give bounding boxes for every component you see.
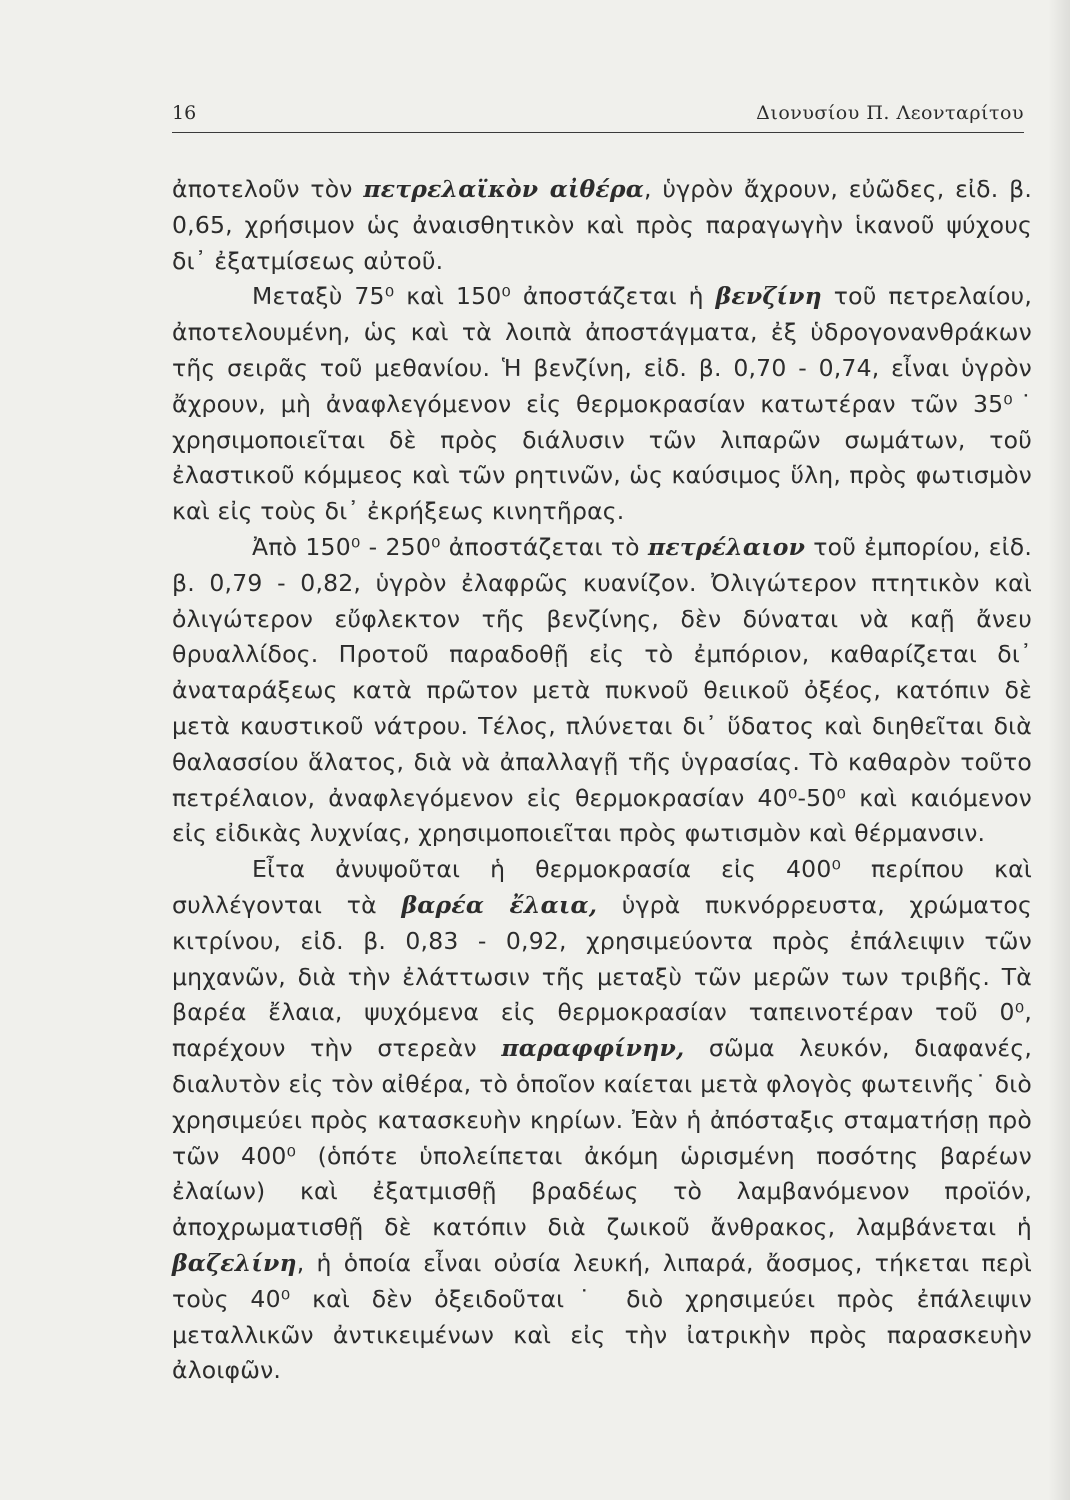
text-run: Ἀπὸ 150⁰ - 250⁰ ἀποστάζεται τὸ bbox=[252, 532, 648, 561]
paragraph-1 bbox=[172, 172, 1032, 279]
text-run: σῶμα λευκόν, διαφανές, διαλυτὸν εἰς τὸν αἰθέρα, τὸ ὁποῖον καίεται μετὰ φλογὸς φωτεινῆς˙ διὸ χρησιμεύει πρὸς κατασκευὴν κηρίων. Ἐὰν ἡ ἀπόσταξις σταματήσῃ πρὸ τῶν 400⁰ (ὁπότε ὑπολείπεται ἀκόμη ὡρισμένη ποσότης βαρέων ἐλαίων) καὶ ἐξατμισθῇ βραδέως τὸ λαμβανόμενον προϊόν, ἀποχρωματισθῇ δὲ κατόπιν διὰ ζωικοῦ ἄνθρακος, λαμβάνεται ἡ bbox=[172, 1034, 1032, 1242]
page-spine-shadow bbox=[1048, 0, 1070, 1500]
text-run: , ἡ ὁποία εἶναι οὐσία λευκή, λιπαρά, ἄοσμος, τήκεται περὶ τοὺς 40⁰ καὶ δὲν ὀξειδοῦται˙ διὸ χρησιμεύει πρὸς ἐπάλειψιν μεταλλικῶν ἀντικειμένων καὶ εἰς τὴν ἰατρικὴν πρὸς παρασκευὴν ἀλοιφῶν. bbox=[172, 1248, 1032, 1385]
text-body bbox=[172, 172, 1032, 1389]
paragraph-2 bbox=[172, 279, 1032, 530]
emphasized-term: πετρελαϊκὸν αἰθέρα bbox=[363, 175, 645, 203]
page-header bbox=[172, 100, 1024, 133]
text-run: τοῦ ἐμπορίου, εἰδ. β. 0,79 - 0,82, ὑγρὸν ἐλαφρῶς κυανίζον. Ὀλιγώτερον πτητικὸν καὶ ὀλιγώτερον εὔφλεκτον τῆς βενζίνης, δὲν δύναται νὰ καῇ ἄνευ θρυαλλίδος. Προτοῦ παραδοθῇ εἰς τὸ ἐμπόριον, καθαρίζεται δι᾽ ἀναταράξεως κατὰ πρῶτον μετὰ πυκνοῦ θειικοῦ ὀξέος, κατόπιν δὲ μετὰ καυστικοῦ νάτρου. Τέλος, πλύνεται δι᾽ ὕδατος καὶ διηθεῖται διὰ θαλασσίου ἅλατος, διὰ νὰ ἀπαλλαγῇ τῆς ὑγρασίας. Τὸ καθαρὸν τοῦτο πετρέλαιον, ἀναφλεγόμενον εἰς θερμοκρασίαν 40⁰-50⁰ καὶ καιόμενον εἰς εἰδικὰς λυχνίας, χρησιμοποιεῖται πρὸς φωτισμὸν καὶ θέρμανσιν. bbox=[172, 532, 1032, 848]
paragraph-3 bbox=[172, 530, 1032, 852]
emphasized-term: βαζελίνη bbox=[172, 1248, 297, 1277]
text-run: ὑγρὰ πυκνόρρευστα, χρώματος κιτρίνου, εἰδ. β. 0,83 - 0,92, χρησιμεύοντα πρὸς ἐπάλειψιν τῶν μηχανῶν, διὰ τὴν ἐλάττωσιν τῆς μεταξὺ τῶν μερῶν των τριβῆς. Τὰ βαρέα ἔλαια, ψυχόμενα εἰς θερμοκρασίαν ταπεινοτέραν τοῦ 0⁰, παρέχουν τὴν στερεὰν bbox=[172, 890, 1033, 1063]
emphasized-term: βενζίνη bbox=[715, 282, 822, 311]
emphasized-term: πετρέλαιον bbox=[647, 532, 806, 561]
text-run: Μεταξὺ 75⁰ καὶ 150⁰ ἀποστάζεται ἡ bbox=[252, 282, 716, 311]
text-run: ἀποτελοῦν τὸν bbox=[172, 175, 364, 203]
text-run: Εἶτα ἀνυψοῦται ἡ θερμοκρασία εἰς 400⁰ περίπου καὶ συλλέγονται τὰ bbox=[172, 855, 1032, 919]
text-run: , ὑγρὸν ἄχρουν, εὐῶδες, εἰδ. β. 0,65, χρήσιμον ὡς ἀναισθητικὸν καὶ πρὸς παραγωγὴν ἱκανοῦ ψύχους δι᾽ ἐξατμίσεως αὐτοῦ. bbox=[172, 175, 1032, 275]
page-number: 16 bbox=[172, 102, 197, 124]
emphasized-term: παραφφίνην, bbox=[501, 1034, 685, 1063]
running-head: Διονυσίου Π. Λεονταρίτου bbox=[756, 102, 1024, 124]
emphasized-term: βαρέα ἔλαια, bbox=[401, 890, 598, 919]
text-run: τοῦ πετρελαίου, ἀποτελουμένη, ὡς καὶ τὰ λοιπὰ ἀποστάγματα, ἐξ ὑδρογονανθράκων τῆς σειρᾶς τοῦ μεθανίου. Ἡ βενζίνη, εἰδ. β. 0,70 - 0,74, εἶναι ὑγρὸν ἄχρουν, μὴ ἀναφλεγόμενον εἰς θερμοκρασίαν κατωτέραν τῶν 35⁰˙ χρησιμοποιεῖται δὲ πρὸς διάλυσιν τῶν λιπαρῶν σωμάτων, τοῦ ἐλαστικοῦ κόμμεος καὶ τῶν ρητινῶν, ὡς καύσιμος ὕλη, πρὸς φωτισμὸν καὶ εἰς τοὺς δι᾽ ἐκρήξεως κινητῆρας. bbox=[172, 282, 1032, 526]
paragraph-4 bbox=[172, 852, 1032, 1389]
